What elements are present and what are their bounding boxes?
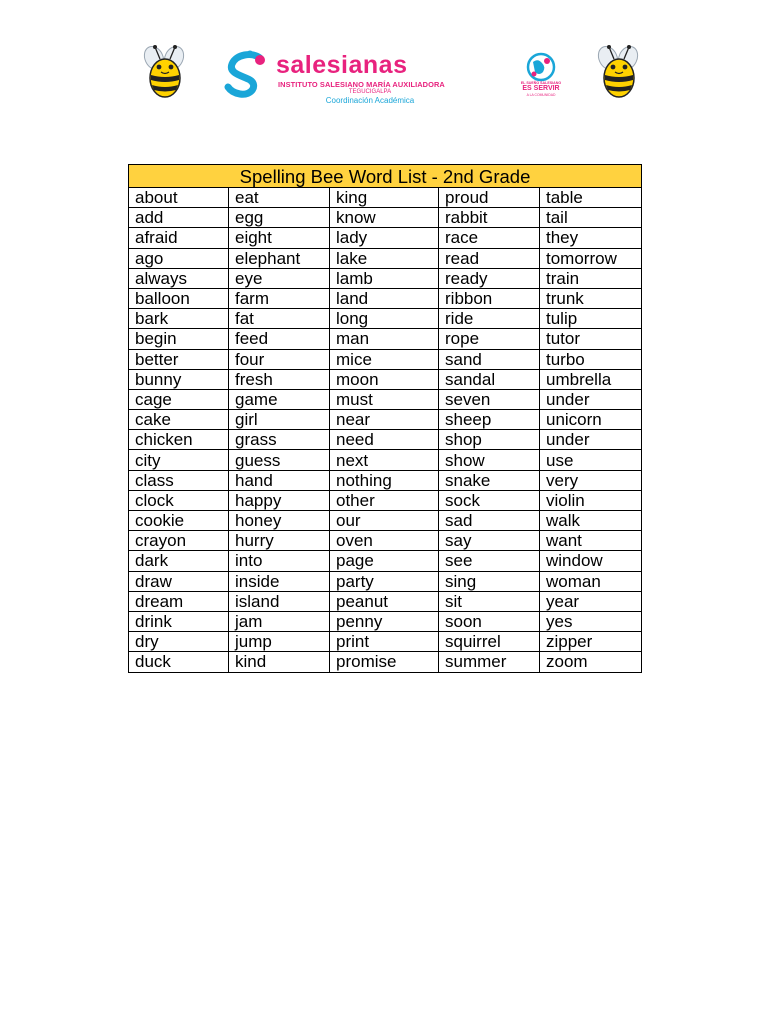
- word-cell: sit: [439, 591, 540, 611]
- word-cell: jam: [229, 611, 330, 631]
- word-cell: chicken: [129, 430, 229, 450]
- word-cell: tail: [540, 208, 642, 228]
- badge-title: ES SERVIR: [522, 85, 560, 92]
- word-cell: land: [330, 288, 439, 308]
- institute-name: INSTITUTO SALESIANO MARÍA AUXILIADORA: [278, 80, 445, 89]
- word-cell: yes: [540, 611, 642, 631]
- table-row: [129, 369, 642, 389]
- spelling-word-table: [128, 164, 642, 673]
- word-cell: dark: [129, 551, 229, 571]
- word-cell: nothing: [330, 470, 439, 490]
- bee-icon: [134, 42, 196, 104]
- word-cell: know: [330, 208, 439, 228]
- word-cell: they: [540, 228, 642, 248]
- page-header: [0, 38, 768, 112]
- word-cell: long: [330, 309, 439, 329]
- word-cell: moon: [330, 369, 439, 389]
- word-cell: afraid: [129, 228, 229, 248]
- table-row: [129, 389, 642, 409]
- word-cell: other: [330, 490, 439, 510]
- word-cell: umbrella: [540, 369, 642, 389]
- table-row: [129, 470, 642, 490]
- word-cell: about: [129, 188, 229, 208]
- word-cell: elephant: [229, 248, 330, 268]
- salesianas-logo-icon: [222, 50, 274, 102]
- word-cell: egg: [229, 208, 330, 228]
- word-cell: trunk: [540, 288, 642, 308]
- table-row: [129, 228, 642, 248]
- word-cell: crayon: [129, 531, 229, 551]
- word-cell: print: [330, 632, 439, 652]
- table-row: [129, 329, 642, 349]
- word-cell: see: [439, 551, 540, 571]
- department-name: Coordinación Académica: [325, 96, 415, 105]
- word-cell: need: [330, 430, 439, 450]
- word-cell: sand: [439, 349, 540, 369]
- school-logo: [222, 50, 468, 106]
- table-row: [129, 208, 642, 228]
- word-cell: ribbon: [439, 288, 540, 308]
- word-cell: always: [129, 268, 229, 288]
- word-cell: jump: [229, 632, 330, 652]
- word-cell: seven: [439, 389, 540, 409]
- word-cell: peanut: [330, 591, 439, 611]
- word-cell: begin: [129, 329, 229, 349]
- word-cell: happy: [229, 490, 330, 510]
- word-cell: man: [330, 329, 439, 349]
- table-row: [129, 531, 642, 551]
- word-cell: eat: [229, 188, 330, 208]
- table-row: [129, 571, 642, 591]
- word-cell: ago: [129, 248, 229, 268]
- word-cell: class: [129, 470, 229, 490]
- word-cell: rabbit: [439, 208, 540, 228]
- word-cell: tulip: [540, 309, 642, 329]
- word-cell: balloon: [129, 288, 229, 308]
- table-row: [129, 430, 642, 450]
- word-cell: window: [540, 551, 642, 571]
- word-cell: unicorn: [540, 410, 642, 430]
- word-cell: drink: [129, 611, 229, 631]
- word-cell: proud: [439, 188, 540, 208]
- word-cell: woman: [540, 571, 642, 591]
- word-cell: clock: [129, 490, 229, 510]
- word-cell: kind: [229, 652, 330, 672]
- word-cell: fresh: [229, 369, 330, 389]
- word-cell: promise: [330, 652, 439, 672]
- table-title-row: [129, 165, 642, 188]
- word-cell: feed: [229, 329, 330, 349]
- badge-subtitle: A LA COMUNIDAD: [526, 93, 556, 97]
- word-cell: sad: [439, 511, 540, 531]
- table-row: [129, 349, 642, 369]
- word-cell: sheep: [439, 410, 540, 430]
- word-cell: dream: [129, 591, 229, 611]
- institute-city: TEGUCIGALPA: [348, 89, 392, 95]
- table-row: [129, 288, 642, 308]
- word-cell: eye: [229, 268, 330, 288]
- word-cell: squirrel: [439, 632, 540, 652]
- table-row: [129, 309, 642, 329]
- word-cell: grass: [229, 430, 330, 450]
- word-cell: penny: [330, 611, 439, 631]
- logo-wordmark: salesianas: [276, 51, 408, 79]
- word-cell: mice: [330, 349, 439, 369]
- word-cell: snake: [439, 470, 540, 490]
- word-cell: hurry: [229, 531, 330, 551]
- word-cell: show: [439, 450, 540, 470]
- bee-icon: [588, 42, 650, 104]
- word-cell: soon: [439, 611, 540, 631]
- word-cell: sandal: [439, 369, 540, 389]
- word-cell: duck: [129, 652, 229, 672]
- word-cell: add: [129, 208, 229, 228]
- word-cell: must: [330, 389, 439, 409]
- word-cell: train: [540, 268, 642, 288]
- word-cell: cake: [129, 410, 229, 430]
- word-cell: four: [229, 349, 330, 369]
- word-cell: honey: [229, 511, 330, 531]
- word-cell: walk: [540, 511, 642, 531]
- word-cell: lake: [330, 248, 439, 268]
- word-cell: sing: [439, 571, 540, 591]
- word-cell: under: [540, 389, 642, 409]
- word-cell: tomorrow: [540, 248, 642, 268]
- word-cell: violin: [540, 490, 642, 510]
- table-row: [129, 611, 642, 631]
- word-cell: under: [540, 430, 642, 450]
- word-cell: race: [439, 228, 540, 248]
- word-cell: lamb: [330, 268, 439, 288]
- word-list-body: [129, 188, 642, 673]
- table-row: [129, 652, 642, 672]
- word-cell: want: [540, 531, 642, 551]
- word-cell: very: [540, 470, 642, 490]
- table-row: [129, 632, 642, 652]
- table-row: [129, 268, 642, 288]
- word-cell: better: [129, 349, 229, 369]
- word-cell: cage: [129, 389, 229, 409]
- word-cell: dry: [129, 632, 229, 652]
- table-row: [129, 450, 642, 470]
- table-row: [129, 248, 642, 268]
- word-cell: ride: [439, 309, 540, 329]
- word-cell: near: [330, 410, 439, 430]
- word-cell: next: [330, 450, 439, 470]
- word-cell: hand: [229, 470, 330, 490]
- word-cell: into: [229, 551, 330, 571]
- word-cell: say: [439, 531, 540, 551]
- word-cell: tutor: [540, 329, 642, 349]
- word-cell: table: [540, 188, 642, 208]
- word-cell: eight: [229, 228, 330, 248]
- word-cell: city: [129, 450, 229, 470]
- word-cell: draw: [129, 571, 229, 591]
- word-cell: shop: [439, 430, 540, 450]
- word-cell: year: [540, 591, 642, 611]
- word-cell: summer: [439, 652, 540, 672]
- word-cell: bunny: [129, 369, 229, 389]
- word-cell: zoom: [540, 652, 642, 672]
- table-row: [129, 410, 642, 430]
- word-cell: page: [330, 551, 439, 571]
- word-cell: girl: [229, 410, 330, 430]
- word-cell: turbo: [540, 349, 642, 369]
- word-cell: rope: [439, 329, 540, 349]
- word-cell: island: [229, 591, 330, 611]
- word-cell: lady: [330, 228, 439, 248]
- word-cell: guess: [229, 450, 330, 470]
- word-cell: game: [229, 389, 330, 409]
- word-cell: farm: [229, 288, 330, 308]
- table-row: [129, 490, 642, 510]
- word-cell: bark: [129, 309, 229, 329]
- globe-icon: [512, 52, 570, 82]
- word-cell: ready: [439, 268, 540, 288]
- word-cell: king: [330, 188, 439, 208]
- word-cell: read: [439, 248, 540, 268]
- table-row: [129, 591, 642, 611]
- word-cell: cookie: [129, 511, 229, 531]
- word-cell: party: [330, 571, 439, 591]
- word-cell: inside: [229, 571, 330, 591]
- table-row: [129, 511, 642, 531]
- word-cell: our: [330, 511, 439, 531]
- table-row: [129, 188, 642, 208]
- salesian-dream-badge: [512, 52, 570, 100]
- table-title: Spelling Bee Word List - 2nd Grade: [129, 165, 642, 188]
- word-cell: zipper: [540, 632, 642, 652]
- table-row: [129, 551, 642, 571]
- badge-tagline: EL SUEÑO SALESIANO: [520, 81, 562, 85]
- word-cell: oven: [330, 531, 439, 551]
- word-cell: use: [540, 450, 642, 470]
- word-cell: sock: [439, 490, 540, 510]
- word-cell: fat: [229, 309, 330, 329]
